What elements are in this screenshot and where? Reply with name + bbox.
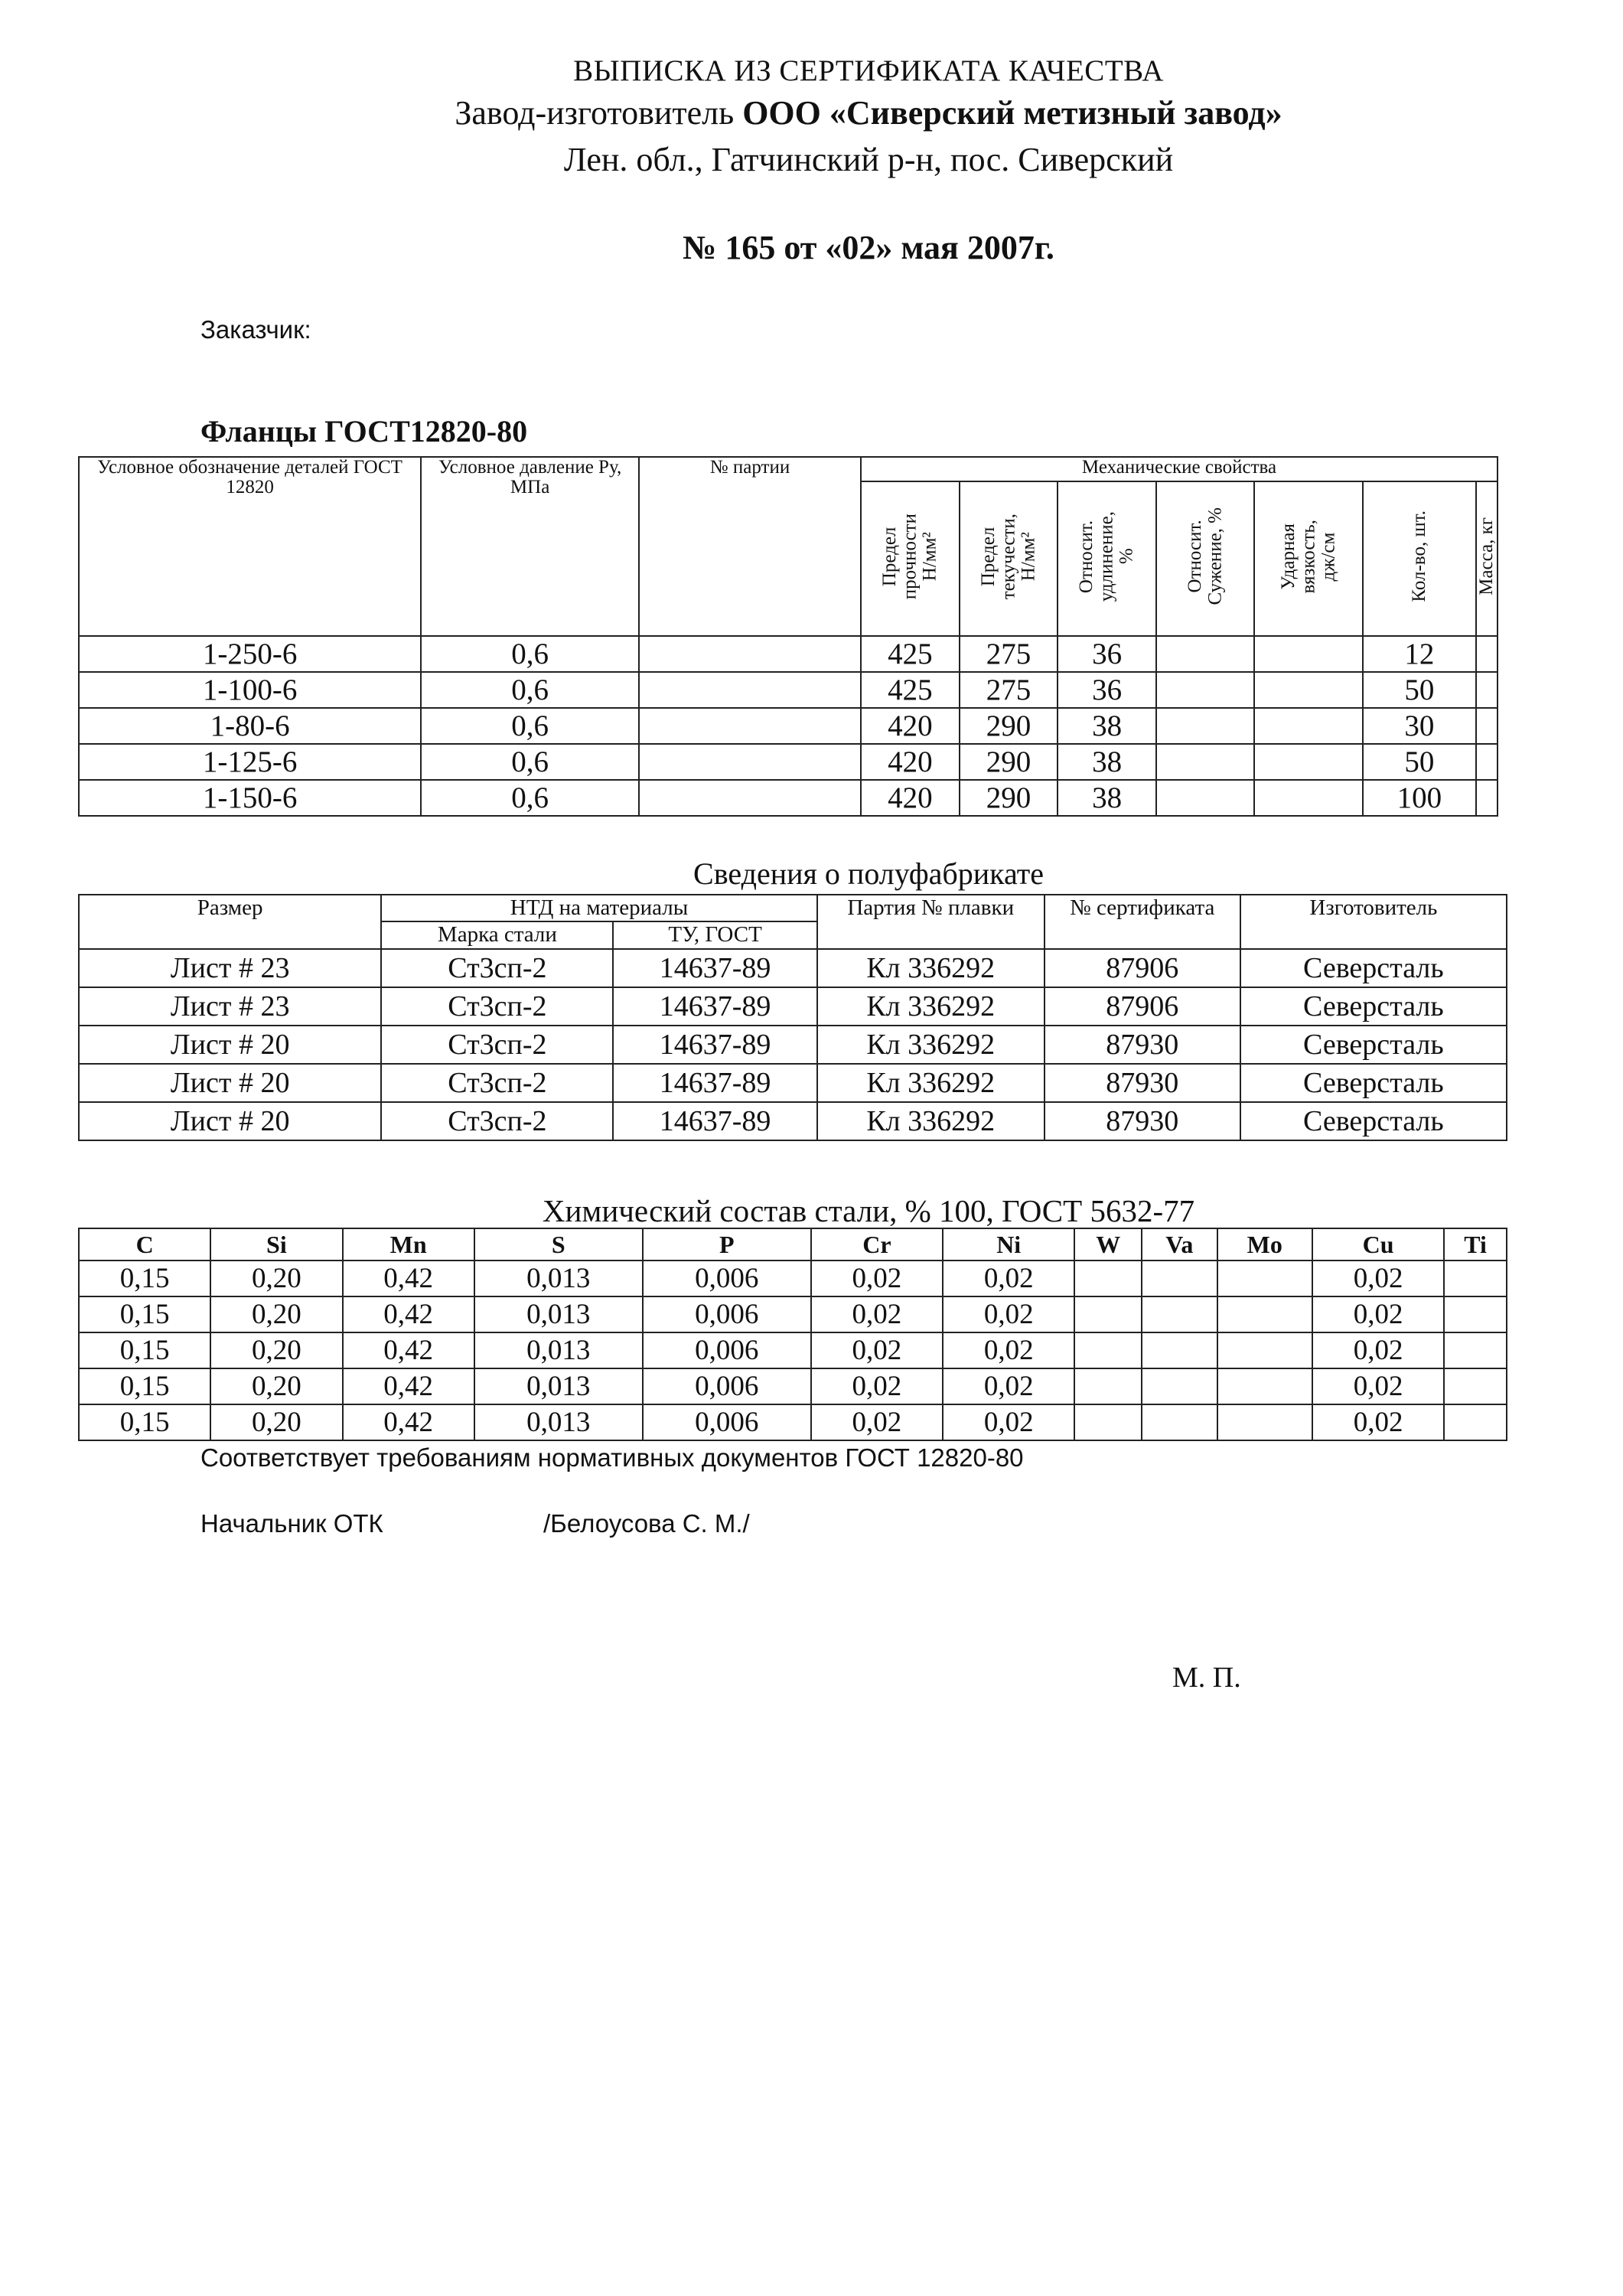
cell-s: 0,013 bbox=[474, 1368, 643, 1404]
cell-c: 0,15 bbox=[79, 1296, 210, 1332]
col-maker: Изготовитель bbox=[1240, 895, 1507, 949]
cell-size: Лист # 20 bbox=[79, 1026, 381, 1064]
cell-p: 0,006 bbox=[643, 1368, 811, 1404]
cell-yield: 290 bbox=[960, 780, 1058, 816]
cell-pressure: 0,6 bbox=[421, 708, 639, 744]
cell-impact bbox=[1254, 672, 1363, 708]
table-row bbox=[79, 636, 1498, 672]
col-cu: Cu bbox=[1312, 1228, 1444, 1261]
cell-p: 0,006 bbox=[643, 1296, 811, 1332]
cell-cert: 87930 bbox=[1045, 1102, 1240, 1140]
cell-grade: Ст3сп-2 bbox=[381, 987, 613, 1026]
cell-mn: 0,42 bbox=[343, 1332, 474, 1368]
cell-cu: 0,02 bbox=[1312, 1261, 1444, 1296]
cell-ti bbox=[1444, 1368, 1507, 1404]
cell-pressure: 0,6 bbox=[421, 780, 639, 816]
cell-mass bbox=[1476, 744, 1498, 780]
cell-maker: Северсталь bbox=[1240, 1026, 1507, 1064]
cell-strength: 420 bbox=[861, 708, 960, 744]
cell-tu: 14637-89 bbox=[613, 1064, 816, 1102]
cell-size: Лист # 20 bbox=[79, 1064, 381, 1102]
col-batch: № партии bbox=[639, 457, 861, 636]
cell-heat: Кл 336292 bbox=[817, 987, 1045, 1026]
cell-mo bbox=[1217, 1332, 1312, 1368]
col-p: P bbox=[643, 1228, 811, 1261]
cell-p: 0,006 bbox=[643, 1261, 811, 1296]
col-mechanical: Механические свойства bbox=[861, 457, 1498, 481]
col-si: Si bbox=[210, 1228, 342, 1261]
cell-mn: 0,42 bbox=[343, 1368, 474, 1404]
table-row bbox=[79, 744, 1498, 780]
manufacturer-address: Лен. обл., Гатчинский р-н, пос. Сиверский bbox=[563, 141, 1174, 178]
cell-s: 0,013 bbox=[474, 1332, 643, 1368]
table-row bbox=[79, 1064, 1507, 1102]
table-row bbox=[79, 1102, 1507, 1140]
col-tu: ТУ, ГОСТ bbox=[613, 921, 816, 948]
manufacturer-prefix: Завод-изготовитель bbox=[455, 94, 743, 132]
col-mass-label: Масса, кг bbox=[1475, 517, 1497, 595]
cell-elong: 36 bbox=[1058, 672, 1156, 708]
manufacturer-line bbox=[0, 93, 1623, 132]
cell-size: Лист # 20 bbox=[79, 1102, 381, 1140]
cell-mn: 0,42 bbox=[343, 1296, 474, 1332]
col-heat: Партия № плавки bbox=[817, 895, 1045, 949]
cell-ni: 0,02 bbox=[943, 1296, 1074, 1332]
cell-heat: Кл 336292 bbox=[817, 949, 1045, 987]
cell-c: 0,15 bbox=[79, 1404, 210, 1440]
cell-w bbox=[1074, 1296, 1142, 1332]
compliance-statement: Соответствует требованиям нормативных документов ГОСТ 12820-80 bbox=[200, 1443, 1024, 1472]
cell-si: 0,20 bbox=[210, 1296, 342, 1332]
cell-p: 0,006 bbox=[643, 1404, 811, 1440]
cell-designation: 1-250-6 bbox=[79, 636, 421, 672]
cell-designation: 1-100-6 bbox=[79, 672, 421, 708]
otk-head-label: Начальник ОТК bbox=[200, 1509, 383, 1538]
cell-va bbox=[1142, 1332, 1217, 1368]
cell-elong: 38 bbox=[1058, 780, 1156, 816]
chem-table bbox=[78, 1228, 1507, 1441]
cell-narrow bbox=[1156, 708, 1254, 744]
col-strength bbox=[861, 481, 960, 636]
cell-cr: 0,02 bbox=[811, 1296, 943, 1332]
cell-w bbox=[1074, 1332, 1142, 1368]
cell-designation: 1-125-6 bbox=[79, 744, 421, 780]
col-va: Va bbox=[1142, 1228, 1217, 1261]
col-elongation-label: Относит. удлинение, % bbox=[1076, 510, 1137, 602]
cell-w bbox=[1074, 1368, 1142, 1404]
col-cert: № сертификата bbox=[1045, 895, 1240, 949]
cell-cert: 87906 bbox=[1045, 949, 1240, 987]
cell-s: 0,013 bbox=[474, 1296, 643, 1332]
cell-mo bbox=[1217, 1296, 1312, 1332]
cell-batch bbox=[639, 636, 861, 672]
cell-cert: 87930 bbox=[1045, 1064, 1240, 1102]
cell-mass bbox=[1476, 636, 1498, 672]
cell-cr: 0,02 bbox=[811, 1368, 943, 1404]
signer-name: /Белоусова С. М./ bbox=[543, 1509, 750, 1538]
table-row bbox=[79, 1332, 1507, 1368]
cell-mo bbox=[1217, 1368, 1312, 1404]
table-row bbox=[79, 708, 1498, 744]
cell-heat: Кл 336292 bbox=[817, 1102, 1045, 1140]
cell-ni: 0,02 bbox=[943, 1332, 1074, 1368]
col-s: S bbox=[474, 1228, 643, 1261]
cell-yield: 275 bbox=[960, 672, 1058, 708]
cell-ti bbox=[1444, 1296, 1507, 1332]
cell-batch bbox=[639, 780, 861, 816]
cell-si: 0,20 bbox=[210, 1261, 342, 1296]
cell-designation: 1-80-6 bbox=[79, 708, 421, 744]
cell-strength: 425 bbox=[861, 672, 960, 708]
cell-elong: 38 bbox=[1058, 708, 1156, 744]
cell-grade: Ст3сп-2 bbox=[381, 949, 613, 987]
col-impact bbox=[1254, 481, 1363, 636]
cell-cu: 0,02 bbox=[1312, 1332, 1444, 1368]
cell-pressure: 0,6 bbox=[421, 636, 639, 672]
semi-rows bbox=[79, 949, 1507, 1140]
manufacturer-name: ООО «Сиверский метизный завод» bbox=[742, 94, 1282, 132]
cell-yield: 290 bbox=[960, 744, 1058, 780]
stamp-place: М. П. bbox=[1172, 1662, 1241, 1694]
cell-yield: 290 bbox=[960, 708, 1058, 744]
cell-narrow bbox=[1156, 636, 1254, 672]
col-size: Размер bbox=[79, 895, 381, 949]
table-row bbox=[79, 987, 1507, 1026]
cell-elong: 36 bbox=[1058, 636, 1156, 672]
cell-cr: 0,02 bbox=[811, 1261, 943, 1296]
chem-header-row bbox=[79, 1228, 1507, 1261]
customer-label: Заказчик: bbox=[200, 315, 311, 344]
table-row bbox=[79, 672, 1498, 708]
cell-impact bbox=[1254, 708, 1363, 744]
table-row bbox=[79, 1026, 1507, 1064]
cell-tu: 14637-89 bbox=[613, 1102, 816, 1140]
cell-cert: 87930 bbox=[1045, 1026, 1240, 1064]
cell-ti bbox=[1444, 1261, 1507, 1296]
cell-designation: 1-150-6 bbox=[79, 780, 421, 816]
table-row bbox=[79, 1261, 1507, 1296]
cell-pressure: 0,6 bbox=[421, 744, 639, 780]
cell-ni: 0,02 bbox=[943, 1261, 1074, 1296]
cell-ni: 0,02 bbox=[943, 1368, 1074, 1404]
semi-title: Сведения о полуфабрикате bbox=[693, 856, 1044, 891]
col-ni: Ni bbox=[943, 1228, 1074, 1261]
cell-ti bbox=[1444, 1332, 1507, 1368]
cell-impact bbox=[1254, 780, 1363, 816]
col-quantity-label: Кол-во, шт. bbox=[1408, 510, 1429, 602]
col-grade: Марка стали bbox=[381, 921, 613, 948]
cell-cr: 0,02 bbox=[811, 1404, 943, 1440]
cell-va bbox=[1142, 1261, 1217, 1296]
cell-heat: Кл 336292 bbox=[817, 1026, 1045, 1064]
col-mn: Mn bbox=[343, 1228, 474, 1261]
cell-tu: 14637-89 bbox=[613, 1026, 816, 1064]
col-narrowing-label: Относит. Сужение, % bbox=[1184, 507, 1225, 605]
cell-c: 0,15 bbox=[79, 1332, 210, 1368]
cell-mass bbox=[1476, 780, 1498, 816]
col-w: W bbox=[1074, 1228, 1142, 1261]
col-elongation bbox=[1058, 481, 1156, 636]
cell-tu: 14637-89 bbox=[613, 987, 816, 1026]
cell-p: 0,006 bbox=[643, 1332, 811, 1368]
table-row bbox=[79, 1368, 1507, 1404]
cell-impact bbox=[1254, 636, 1363, 672]
cell-qty: 100 bbox=[1363, 780, 1476, 816]
cell-strength: 420 bbox=[861, 780, 960, 816]
col-yield-label: Предел текучести, Н/мм² bbox=[977, 513, 1039, 599]
col-impact-label: Ударная вязкость, дж/см bbox=[1277, 519, 1339, 594]
col-pressure: Условное давление Ру, МПа bbox=[421, 457, 639, 636]
cell-mn: 0,42 bbox=[343, 1261, 474, 1296]
cell-mass bbox=[1476, 672, 1498, 708]
cell-cu: 0,02 bbox=[1312, 1296, 1444, 1332]
cell-maker: Северсталь bbox=[1240, 1102, 1507, 1140]
cell-mo bbox=[1217, 1404, 1312, 1440]
cell-elong: 38 bbox=[1058, 744, 1156, 780]
cell-qty: 30 bbox=[1363, 708, 1476, 744]
cell-si: 0,20 bbox=[210, 1404, 342, 1440]
document-title: ВЫПИСКА ИЗ СЕРТИФИКАТА КАЧЕСТВА bbox=[573, 54, 1164, 87]
cell-mo bbox=[1217, 1261, 1312, 1296]
cell-mn: 0,42 bbox=[343, 1404, 474, 1440]
col-ntd: НТД на материалы bbox=[381, 895, 816, 921]
cell-va bbox=[1142, 1368, 1217, 1404]
cell-strength: 425 bbox=[861, 636, 960, 672]
certificate-number: № 165 от «02» мая 2007г. bbox=[683, 229, 1054, 266]
cell-strength: 420 bbox=[861, 744, 960, 780]
cell-batch bbox=[639, 744, 861, 780]
col-mo: Mo bbox=[1217, 1228, 1312, 1261]
cell-impact bbox=[1254, 744, 1363, 780]
cell-ni: 0,02 bbox=[943, 1404, 1074, 1440]
cell-cert: 87906 bbox=[1045, 987, 1240, 1026]
cell-s: 0,013 bbox=[474, 1404, 643, 1440]
cell-pressure: 0,6 bbox=[421, 672, 639, 708]
cell-narrow bbox=[1156, 780, 1254, 816]
table-row bbox=[79, 1404, 1507, 1440]
table-row bbox=[79, 1296, 1507, 1332]
chem-rows bbox=[79, 1261, 1507, 1440]
cell-si: 0,20 bbox=[210, 1332, 342, 1368]
cell-batch bbox=[639, 672, 861, 708]
col-narrowing bbox=[1156, 481, 1254, 636]
col-cr: Cr bbox=[811, 1228, 943, 1261]
semi-table bbox=[78, 894, 1507, 1141]
cell-va bbox=[1142, 1404, 1217, 1440]
cell-maker: Северсталь bbox=[1240, 987, 1507, 1026]
cell-size: Лист # 23 bbox=[79, 987, 381, 1026]
flanges-title: Фланцы ГОСТ12820-80 bbox=[200, 414, 528, 448]
col-designation: Условное обозначение деталей ГОСТ 12820 bbox=[79, 457, 421, 636]
col-ti: Ti bbox=[1444, 1228, 1507, 1261]
table-row bbox=[79, 780, 1498, 816]
cell-narrow bbox=[1156, 744, 1254, 780]
cell-qty: 12 bbox=[1363, 636, 1476, 672]
cell-size: Лист # 23 bbox=[79, 949, 381, 987]
chem-title: Химический состав стали, % 100, ГОСТ 5632-77 bbox=[542, 1193, 1195, 1228]
cell-grade: Ст3сп-2 bbox=[381, 1064, 613, 1102]
cell-cr: 0,02 bbox=[811, 1332, 943, 1368]
cell-maker: Северсталь bbox=[1240, 949, 1507, 987]
cell-c: 0,15 bbox=[79, 1368, 210, 1404]
table-row bbox=[79, 949, 1507, 987]
cell-va bbox=[1142, 1296, 1217, 1332]
cell-qty: 50 bbox=[1363, 744, 1476, 780]
cell-cu: 0,02 bbox=[1312, 1404, 1444, 1440]
cell-grade: Ст3сп-2 bbox=[381, 1026, 613, 1064]
cell-grade: Ст3сп-2 bbox=[381, 1102, 613, 1140]
flanges-table bbox=[78, 456, 1498, 817]
col-strength-label: Предел прочности Н/мм² bbox=[878, 513, 940, 599]
cell-ti bbox=[1444, 1404, 1507, 1440]
cell-mass bbox=[1476, 708, 1498, 744]
cell-c: 0,15 bbox=[79, 1261, 210, 1296]
col-c: C bbox=[79, 1228, 210, 1261]
cell-yield: 275 bbox=[960, 636, 1058, 672]
cell-batch bbox=[639, 708, 861, 744]
cell-w bbox=[1074, 1404, 1142, 1440]
cell-qty: 50 bbox=[1363, 672, 1476, 708]
cell-tu: 14637-89 bbox=[613, 949, 816, 987]
flanges-rows bbox=[79, 636, 1498, 816]
col-yield bbox=[960, 481, 1058, 636]
col-mass bbox=[1476, 481, 1498, 636]
cell-si: 0,20 bbox=[210, 1368, 342, 1404]
cell-narrow bbox=[1156, 672, 1254, 708]
cell-s: 0,013 bbox=[474, 1261, 643, 1296]
cell-heat: Кл 336292 bbox=[817, 1064, 1045, 1102]
cell-cu: 0,02 bbox=[1312, 1368, 1444, 1404]
cell-w bbox=[1074, 1261, 1142, 1296]
cell-maker: Северсталь bbox=[1240, 1064, 1507, 1102]
col-quantity bbox=[1363, 481, 1476, 636]
